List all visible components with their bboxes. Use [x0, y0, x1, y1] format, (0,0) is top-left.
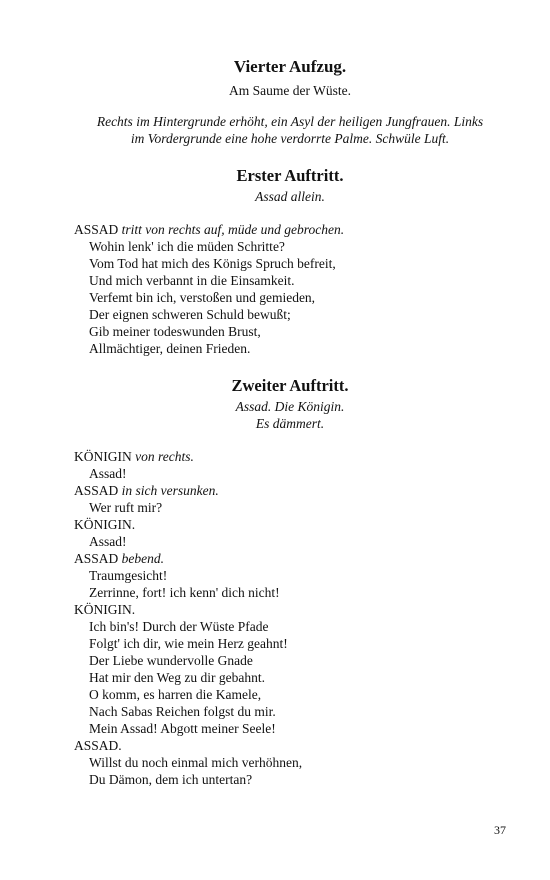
verse-line: O komm, es harren die Kamele,: [89, 687, 262, 702]
stage-direction: bebend.: [121, 551, 164, 566]
stage-direction: tritt von rechts auf, müde und gebrochen.: [121, 222, 345, 237]
verse-line: Du Dämon, dem ich untertan?: [89, 772, 253, 787]
speaker-line: [74, 221, 506, 238]
scene-two: [74, 376, 506, 788]
stage-setting-line: im Vordergrunde eine hohe verdorrte Palme. Schwüle Luft.: [130, 131, 450, 146]
scene-cast-line: Assad. Die Königin.: [235, 399, 345, 414]
verse-line: Mein Assad! Abgott meiner Seele!: [89, 721, 276, 736]
speaker-line: [74, 737, 506, 754]
scene-cast: [74, 398, 506, 432]
dialogue: [74, 448, 506, 788]
scene-cast: Assad allein.: [255, 189, 325, 204]
speaker-line: [74, 482, 506, 499]
speaker-name: ASSAD: [74, 483, 119, 498]
speaker-name: ASSAD.: [74, 738, 122, 753]
speaker-name: KÖNIGIN.: [74, 602, 136, 617]
verse-line: Assad!: [89, 534, 127, 549]
speaker-name: ASSAD: [74, 551, 119, 566]
speaker-line: [74, 601, 506, 618]
speaker-name: KÖNIGIN: [74, 449, 132, 464]
verse-line: Wer ruft mir?: [89, 500, 163, 515]
page-number: 37: [494, 823, 506, 837]
verse-line: Der eignen schweren Schuld bewußt;: [89, 307, 291, 322]
speaker-name: KÖNIGIN.: [74, 517, 136, 532]
scene-title: Erster Auftritt.: [236, 166, 344, 185]
speaker-line: [74, 516, 506, 533]
verse-line: Nach Sabas Reichen folgst du mir.: [89, 704, 276, 719]
stage-direction: in sich versunken.: [121, 483, 219, 498]
verse-line: Verfemt bin ich, verstoßen und gemieden,: [89, 290, 316, 305]
verse-line: Gib meiner todeswunden Brust,: [89, 324, 261, 339]
stage-direction: von rechts.: [135, 449, 194, 464]
verse-line: Ich bin's! Durch der Wüste Pfade: [89, 619, 269, 634]
scene-one: [74, 166, 506, 357]
verse-line: Wohin lenk' ich die müden Schritte?: [89, 239, 285, 254]
verse-line: Vom Tod hat mich des Königs Spruch befreit,: [89, 256, 336, 271]
verse-line: Allmächtiger, deinen Frieden.: [89, 341, 251, 356]
act-place: Am Saume der Wüste.: [229, 83, 351, 98]
verse-line: Assad!: [89, 466, 127, 481]
verse-line: Zerrinne, fort! ich kenn' dich nicht!: [89, 585, 280, 600]
verse-line: Und mich verbannt in die Einsamkeit.: [89, 273, 295, 288]
verse-line: Traumgesicht!: [89, 568, 168, 583]
scene-cast-line: Es dämmert.: [255, 416, 325, 431]
speaker-line: [74, 550, 506, 567]
stage-setting-line: Rechts im Hintergrunde erhöht, ein Asyl der heiligen Jungfrauen. Links: [96, 114, 484, 129]
stage-setting: [74, 113, 506, 147]
verse-line: Folgt' ich dir, wie mein Herz geahnt!: [89, 636, 288, 651]
scene-title: Zweiter Auftritt.: [231, 376, 349, 395]
verse-line: Hat mir den Weg zu dir gebahnt.: [89, 670, 265, 685]
verse-line: Der Liebe wundervolle Gnade: [89, 653, 253, 668]
speaker-name: ASSAD: [74, 222, 119, 237]
act-title: Vierter Aufzug.: [233, 57, 347, 76]
speech: [74, 221, 506, 357]
speaker-line: [74, 448, 506, 465]
verse-line: Willst du noch einmal mich verhöhnen,: [89, 755, 303, 770]
book-page: [74, 57, 506, 788]
